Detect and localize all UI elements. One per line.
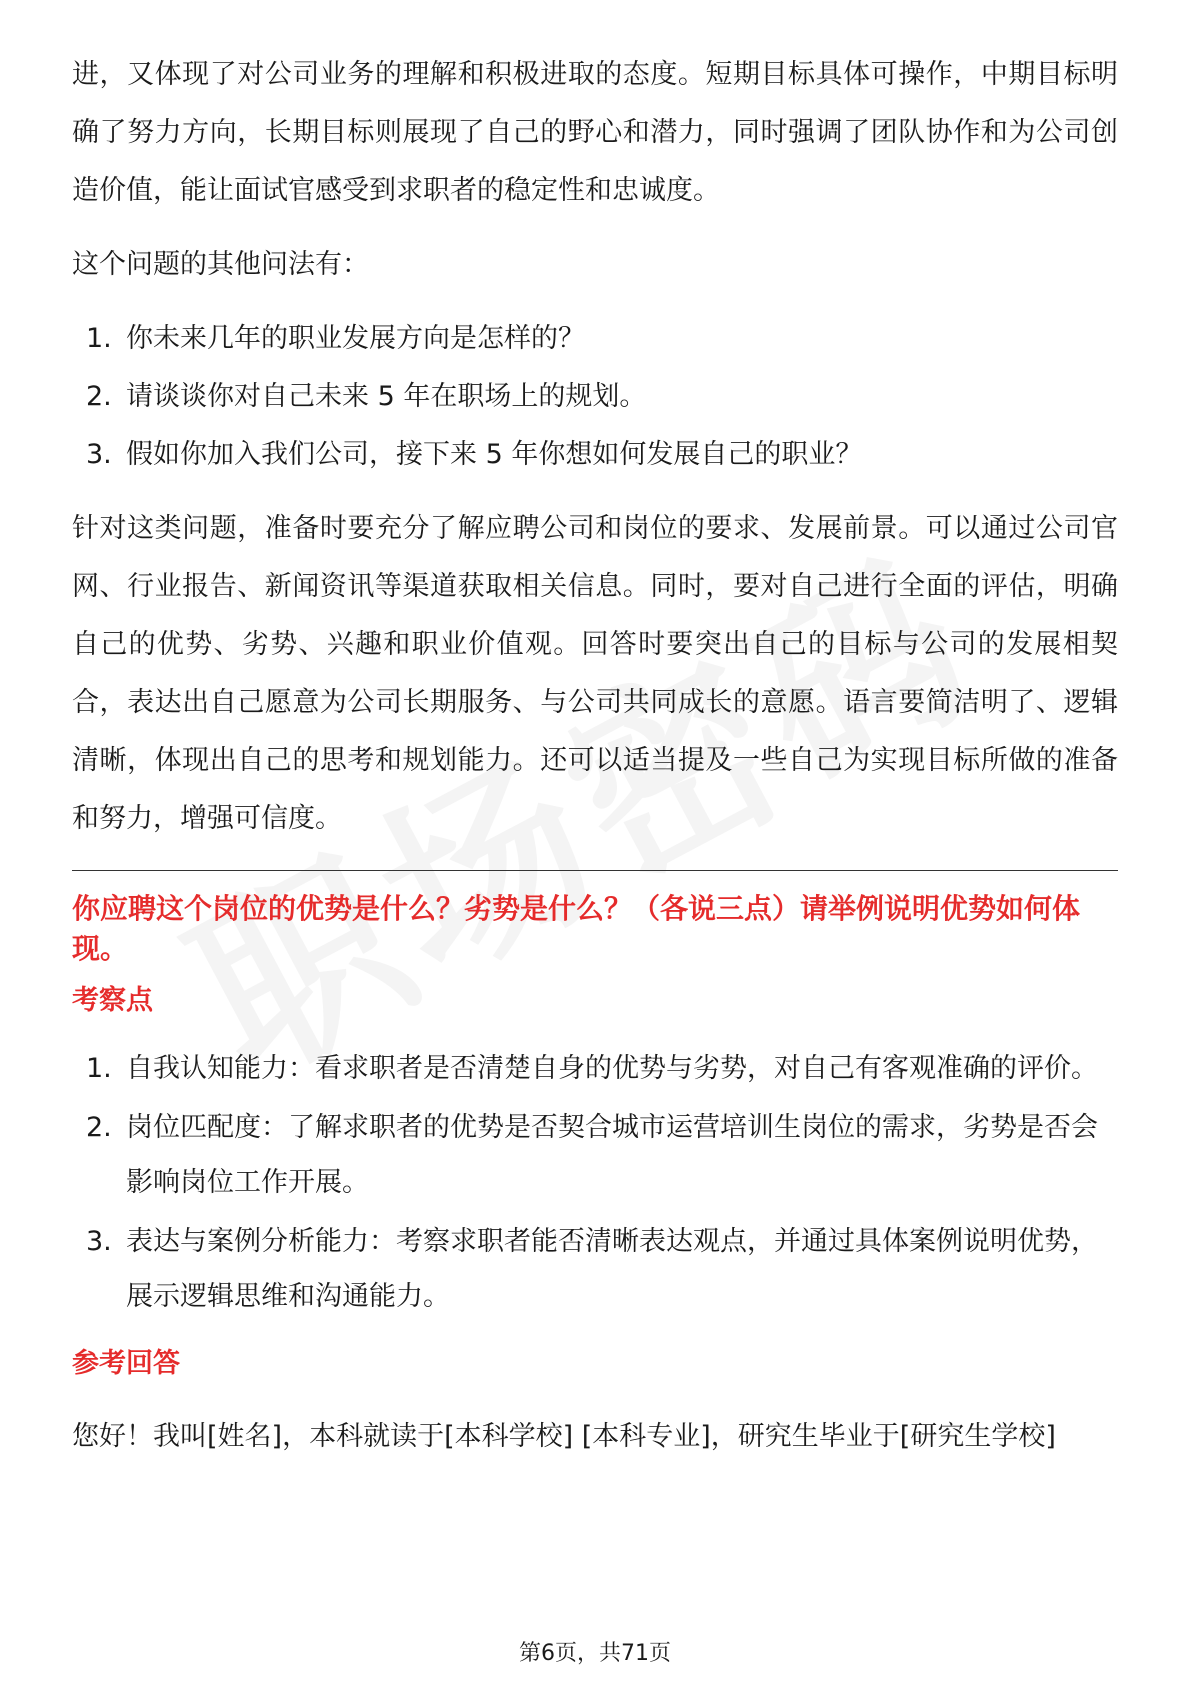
other-questions-label: 这个问题的其他问法有：	[72, 249, 369, 280]
list-item-number: 1.	[86, 323, 112, 354]
focus-points-label: 考察点	[72, 985, 153, 1016]
advice-paragraph: 针对这类问题，准备时要充分了解应聘公司和岗位的要求、发展前景。可以通过公司官网、行业报告、新闻资讯等渠道获取相关信息。同时，要对自己进行全面的评估，明确自己的优势、劣势、兴趣和职业价值观。回答时要突出自己的目标与公司的发展相契合，表达出自己愿意为公司长期服务、与公司共同成长的意愿。语言要简洁明了、逻辑清晰，体现出自己的思考和规划能力。还可以适当提及一些自己为实现目标所做的准备和努力，增强可信度。	[72, 513, 1118, 834]
list-item-number: 2.	[86, 1112, 112, 1143]
question-heading: 你应聘这个岗位的优势是什么？劣势是什么？（各说三点）请举例说明优势如何体现。	[72, 892, 1081, 965]
list-item-text: 表达与案例分析能力：考察求职者能否清晰表达观点，并通过具体案例说明优势，展示逻辑思维和沟通能力。	[126, 1226, 1098, 1312]
list-item-text: 岗位匹配度：了解求职者的优势是否契合城市运营培训生岗位的需求，劣势是否会影响岗位工作开展。	[126, 1112, 1098, 1198]
reference-answer-label: 参考回答	[72, 1348, 180, 1379]
list-item-number: 3.	[86, 439, 112, 470]
focus-points-list	[72, 1041, 1118, 1324]
list-item-number: 1.	[86, 1053, 112, 1084]
list-item-number: 2.	[86, 381, 112, 412]
page-content	[72, 46, 1118, 1466]
list-item	[72, 1041, 1118, 1096]
list-item-text: 你未来几年的职业发展方向是怎样的？	[126, 323, 585, 354]
list-item-text: 假如你加入我们公司，接下来 5 年你想如何发展自己的职业？	[126, 439, 863, 470]
list-item	[72, 368, 1118, 426]
other-questions-list	[72, 310, 1118, 484]
list-item	[72, 1100, 1118, 1210]
reference-answer-text: 您好！我叫[姓名]，本科就读于[本科学校] [本科专业]，研究生毕业于[研究生学校]	[72, 1421, 1056, 1452]
list-item-text: 自我认知能力：看求职者是否清楚自身的优势与劣势，对自己有客观准确的评价。	[126, 1053, 1098, 1084]
page-number-footer: 第6页，共71页	[519, 1641, 671, 1666]
intro-paragraph: 进，又体现了对公司业务的理解和积极进取的态度。短期目标具体可操作，中期目标明确了努力方向，长期目标则展现了自己的野心和潜力，同时强调了团队协作和为公司创造价值，能让面试官感受到求职者的稳定性和忠诚度。	[72, 59, 1118, 206]
list-item	[72, 426, 1118, 484]
section-divider	[72, 870, 1118, 871]
list-item	[72, 1214, 1118, 1324]
list-item-number: 3.	[86, 1226, 112, 1257]
list-item-text: 请谈谈你对自己未来 5 年在职场上的规划。	[126, 381, 647, 412]
list-item	[72, 310, 1118, 368]
